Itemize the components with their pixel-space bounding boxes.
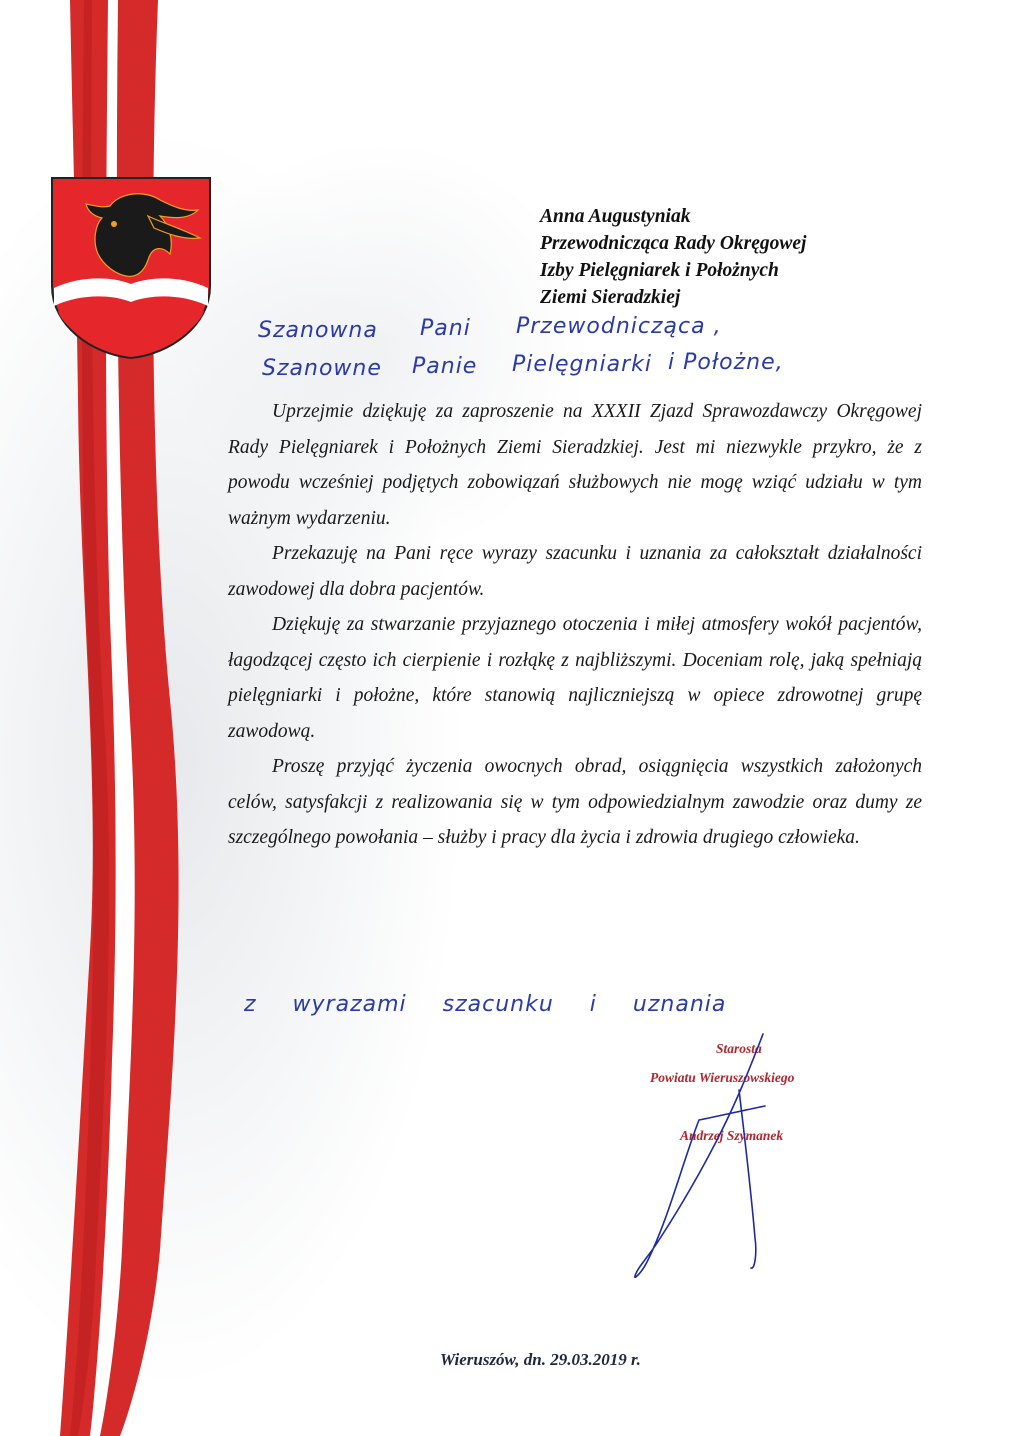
paragraph: Uprzejmie dziękuję za zaproszenie na XXXII Zjazd Sprawozdawczy Okręgowej Rady Pielęgniarek i Położnych Ziemi Sieradzkiej. Jest mi niezwykle przykro, że z powodu wcześniej podjętych zobowiązań służbowych nie mogę wziąć udziału w tym ważnym wydarzeniu.: [228, 401, 922, 529]
handwritten-salutation-2c: Pielęgniarki: [512, 352, 652, 377]
handwritten-closing: z wyrazami szacunku i uznania: [244, 992, 727, 1017]
paragraph: Dziękuję za stwarzanie przyjaznego otoczenia i miłej atmosfery wokół pacjentów, łagodzącej często ich cierpienie i rozłąkę z najbliższymi. Doceniam rolę, jaką spełniają pielęgniarki i położne, które stanowią najliczniejszą w opiece zdrowotnej grupę zawodową.: [228, 614, 922, 742]
addressee-block: [540, 203, 960, 311]
handwritten-signature: [615, 1030, 805, 1280]
handwritten-salutation-1c: Przewodnicząca ,: [516, 314, 722, 339]
place-and-date: Wieruszów, dn. 29.03.2019 r.: [440, 1350, 641, 1369]
signatory-title: Starosta: [716, 1041, 762, 1056]
letter-body: [228, 394, 922, 856]
addressee-line1: Przewodnicząca Rady Okręgowej: [540, 233, 807, 254]
signatory-office: Powiatu Wieruszowskiego: [650, 1070, 795, 1085]
addressee-line3: Ziemi Sieradzkiej: [540, 287, 681, 308]
handwritten-salutation-2d: i Położne,: [668, 350, 784, 375]
handwritten-salutation-1b: Pani: [420, 316, 471, 341]
paragraph: Proszę przyjąć życzenia owocnych obrad, osiągnięcia wszystkich założonych celów, satysfakcji z realizowania się w tym odpowiedzialnym zawodzie oraz dumy ze szczególnego powołania – służby i pracy dla życia i zdrowia drugiego człowieka.: [228, 756, 922, 848]
handwritten-salutation-2a: Szanowne: [262, 356, 382, 381]
paragraph: Przekazuję na Pani ręce wyrazy szacunku i uznania za całokształt działalności zawodowej dla dobra pacjentów.: [228, 543, 922, 600]
addressee-line2: Izby Pielęgniarek i Położnych: [540, 260, 779, 281]
handwritten-salutation-2b: Panie: [412, 354, 478, 379]
handwritten-salutation-1a: Szanowna: [258, 318, 378, 343]
signatory-name: Andrzej Szymanek: [680, 1128, 784, 1143]
coat-of-arms-emblem: [50, 176, 212, 360]
addressee-name: Anna Augustyniak: [540, 206, 691, 227]
